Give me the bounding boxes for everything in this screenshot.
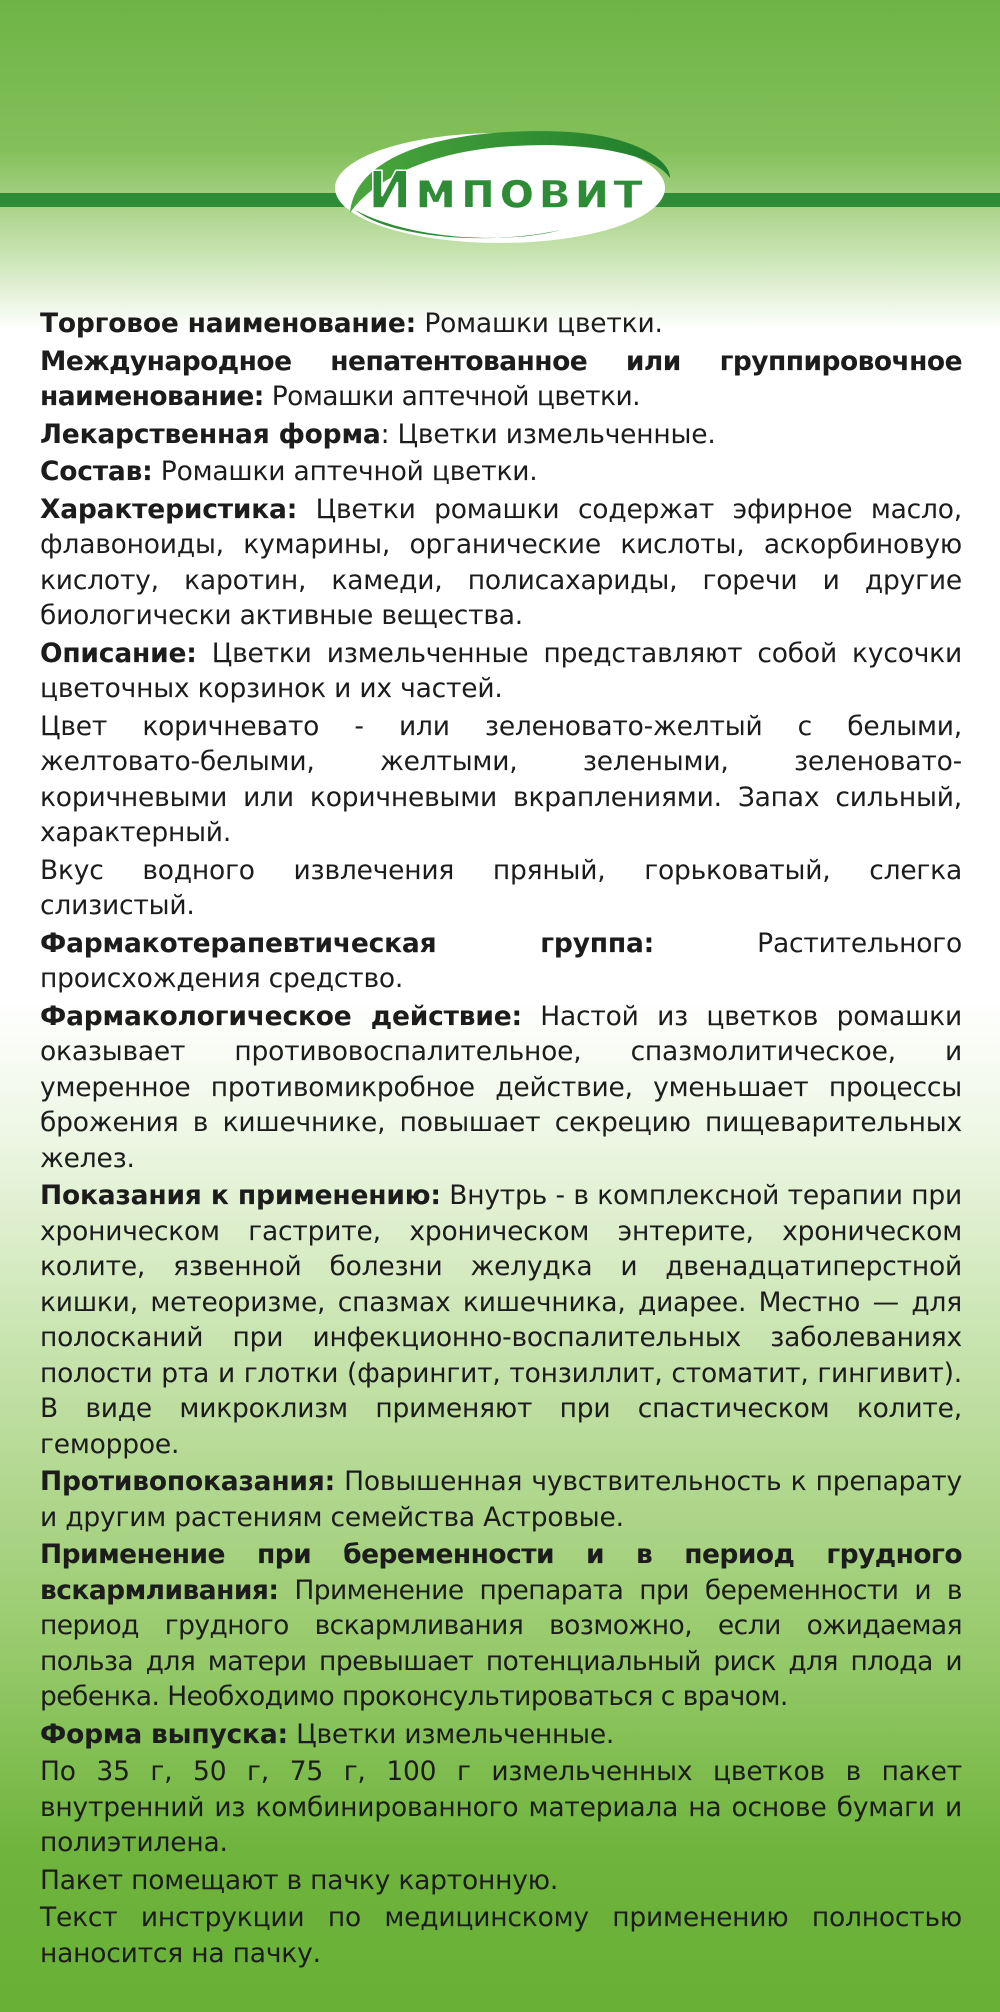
section-dosage-form xyxy=(40,417,962,453)
logo-text: Имповит xyxy=(368,161,647,221)
section-pharmacological-action xyxy=(40,999,962,1177)
section-body: Текст инструкции по медицинскому применению полностью наносится на пачку. xyxy=(40,1902,962,1969)
paragraph-color xyxy=(40,709,962,851)
section-body: Цветки измельченные представляют собой кусочки цветочных корзинок и их частей. xyxy=(40,637,962,704)
paragraph-packaging xyxy=(40,1754,962,1861)
section-body: Повышенная чувствительность к препарату и другим растениям семейства Астровые. xyxy=(40,1466,962,1533)
section-label: Описание: xyxy=(40,637,197,669)
section-trade-name xyxy=(40,306,962,342)
section-body: Вкус водного извлечения пряный, горьковатый, слегка слизистый. xyxy=(40,854,962,921)
section-pregnancy xyxy=(40,1537,962,1715)
section-contraindications xyxy=(40,1464,962,1535)
section-body: Цвет коричневато - или зеленовато-желтый с белыми, желтовато-белыми, желтыми, зелеными, зеленовато-коричневыми или коричневыми вкраплениями. Запах сильный, характерный. xyxy=(40,710,962,848)
section-label: Торговое наименование: xyxy=(40,308,417,339)
section-body: Применение препарата при беременности и в период грудного вскармливания возможно, если ожидаемая польза для матери превышает потенциальный риск для плода и ребенка. Необходимо проконсультироваться с врачом. xyxy=(40,1574,962,1712)
section-body: Ромашки аптечной цветки. xyxy=(152,456,538,487)
section-body: По 35 г, 50 г, 75 г, 100 г измельченных цветков в пакет внутренний из комбинированного материала на основе бумаги и полиэтилена. xyxy=(40,1756,962,1858)
section-description xyxy=(40,636,962,707)
section-label: Фармакотерапевтическая группа: xyxy=(40,927,655,959)
paragraph-taste xyxy=(40,853,962,924)
section-label: Международное непатентованное или группировочное наименование: xyxy=(40,345,962,412)
section-characteristics xyxy=(40,492,962,634)
section-body: Растительного происхождения средство. xyxy=(40,927,962,994)
section-body: Цветки измельченные. xyxy=(287,1718,615,1750)
section-label: Показания к применению: xyxy=(40,1180,441,1211)
section-label: Форма выпуска: xyxy=(40,1718,288,1750)
section-body: Внутрь - в комплексной терапии при хроническом гастрите, хроническом энтерите, хроническом колите, язвенной болезни желудка и двенадцатиперстной кишки, метеоризме, спазмах кишечника, диарее. Местно — для полосканий при инфекционно-воспалительных заболеваниях полости рта и глотки (фарингит, тонзиллит, стоматит, гингивит). В виде микроклизм применяют при спастическом колите, геморрое. xyxy=(40,1180,963,1460)
section-body: Цветки ромашки содержат эфирное масло, флавоноиды, кумарины, органические кислоты, аскорбиновую кислоту, каротин, камеди, полисахариды, горечи и другие биологически активные вещества. xyxy=(40,493,962,631)
paragraph-box xyxy=(40,1863,962,1899)
section-body: Ромашки цветки. xyxy=(416,308,663,339)
section-release-form xyxy=(40,1717,962,1753)
section-body: Ромашки аптечной цветки. xyxy=(263,381,641,412)
paragraph-instruction-note xyxy=(40,1900,962,1971)
section-label: Противопоказания: xyxy=(40,1466,336,1497)
section-label: Применение при беременности и в период грудного вскармливания: xyxy=(40,1539,962,1606)
section-body: Пакет помещают в пачку картонную. xyxy=(40,1864,559,1896)
instruction-text xyxy=(40,306,962,1973)
section-composition xyxy=(40,454,962,490)
section-label: Состав: xyxy=(40,456,153,487)
section-body: Настой из цветков ромашки оказывает противовоспалительное, спазмолитическое, и умеренное противомикробное действие, уменьшает процессы брожения в кишечнике, повышает секрецию пищеварительных желез. xyxy=(40,1000,962,1174)
section-pharmacotherapeutic-group xyxy=(40,926,962,997)
section-label: Характеристика: xyxy=(40,493,298,525)
section-body: : Цветки измельченные. xyxy=(380,418,716,450)
brand-logo xyxy=(330,118,680,248)
section-indications xyxy=(40,1178,962,1462)
section-label: Фармакологическое действие: xyxy=(40,1000,522,1032)
section-label: Лекарственная форма xyxy=(40,418,381,450)
section-inn xyxy=(40,344,962,415)
